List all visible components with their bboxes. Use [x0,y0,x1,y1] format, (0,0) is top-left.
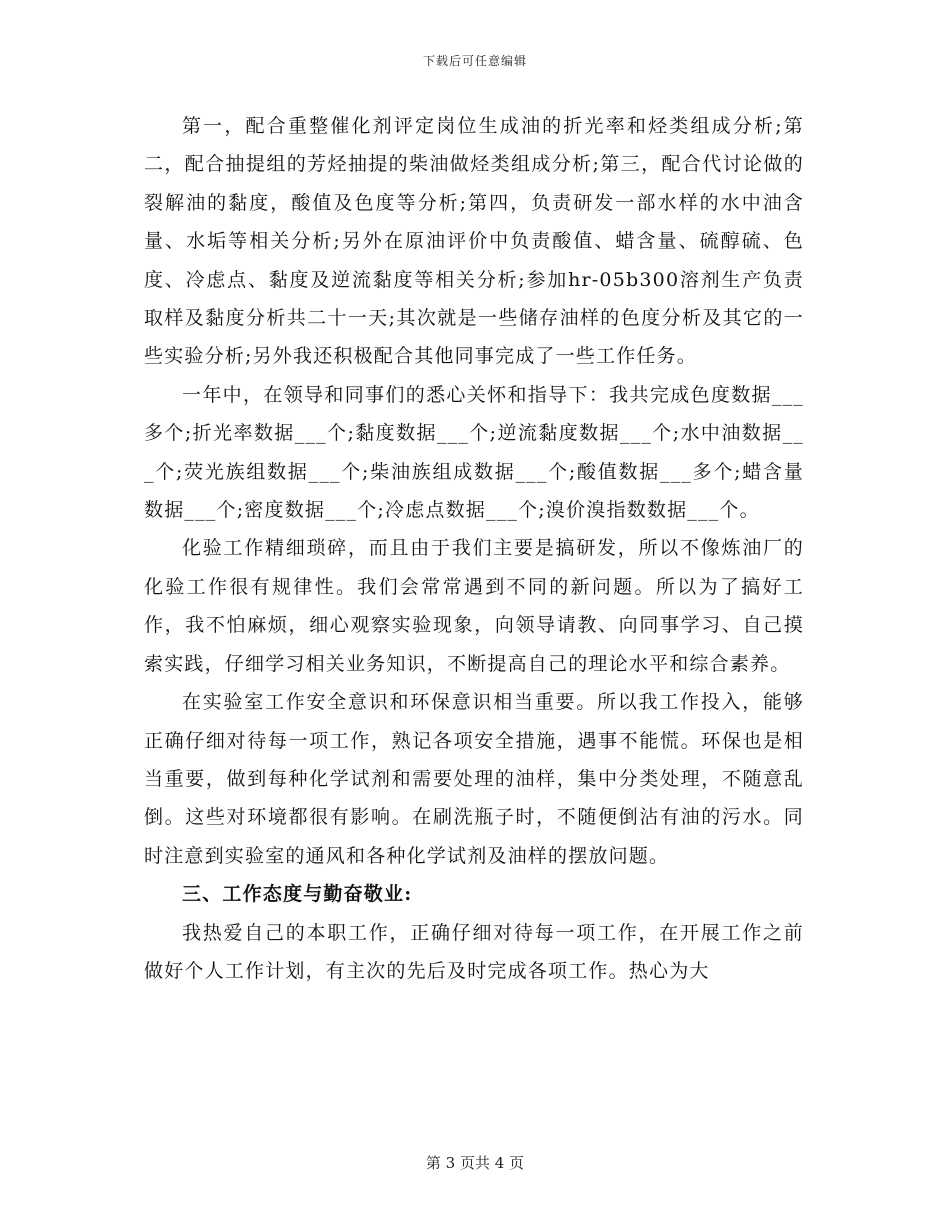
page-footer: 第 3 页共 4 页 [425,1154,525,1172]
paragraph-attitude: 我热爱自己的本职工作，正确仔细对待每一项工作，在开展工作之前做好个人工作计划，有主次的先后及时完成各项工作。热心为大 [144,921,804,982]
paragraph-lab-work: 化验工作精细琐碎，而且由于我们主要是搞研发，所以不像炼油厂的化验工作很有规律性。我们会常常遇到不同的新问题。所以为了搞好工作，我不怕麻烦，细心观察实验现象，向领导请教、向同事学习、自己摸索实践，仔细学习相关业务知识，不断提高自己的理论水平和综合素养。 [144,537,804,675]
paragraph-data-counts: 一年中，在领导和同事们的悉心关怀和指导下：我共完成色度数据___多个;折光率数据___个;黏度数据___个;逆流黏度数据___个;水中油数据___个;荧光族组数据___个;柴油族组成数据___个;酸值数据___多个;蜡含量数据___个;密度数据___个;冷虑点数据___个;溴价溴指数数据___个。 [144,383,804,522]
section-heading: 三、工作态度与勤奋敬业: [182,883,413,906]
page-header: 下载后可任意编辑 [422,54,527,68]
paragraph-tasks: 第一，配合重整催化剂评定岗位生成油的折光率和烃类组成分析;第二，配合抽提组的芳烃抽提的柴油做烃类组成分析;第三，配合代讨论做的裂解油的黏度，酸值及色度等分析;第四，负责研发一部水样的水中油含量、水垢等相关分析;另外在原油评价中负责酸值、蜡含量、硫醇硫、色度、冷虑点、黏度及逆流黏度等相关分析;参加hr-05b300溶剂生产负责取样及黏度分析共二十一天;其次就是一些储存油样的色度分析及其它的一些实验分析;另外我还积极配合其他同事完成了一些工作任务。 [144,115,804,368]
paragraph-safety: 在实验室工作安全意识和环保意识相当重要。所以我工作投入，能够正确仔细对待每一项工作，熟记各项安全措施，遇事不能慌。环保也是相当重要，做到每种化学试剂和需要处理的油样，集中分类处理，不随意乱倒。这些对环境都很有影响。在刷洗瓶子时，不随便倒沾有油的污水。同时注意到实验室的通风和各种化学试剂及油样的摆放问题。 [144,691,804,867]
document-body [144,107,804,990]
